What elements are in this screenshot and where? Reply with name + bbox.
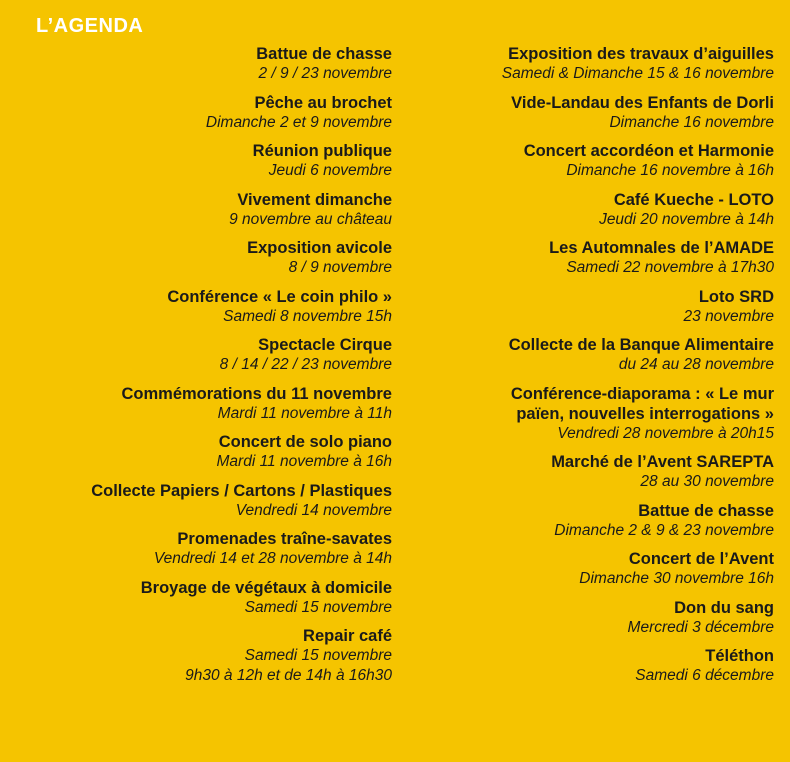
event-title: Exposition des travaux d’aiguilles <box>508 45 774 63</box>
event-title-line2: païen, nouvelles interrogations » <box>516 404 774 423</box>
list-item <box>16 93 392 133</box>
event-title: Collecte de la Banque Alimentaire <box>508 336 774 354</box>
page-title: L’AGENDA <box>36 15 144 37</box>
event-title: Vide-Landau des Enfants de Dorli <box>511 93 774 112</box>
event-title: Promenades traîne-savates <box>177 530 392 548</box>
event-date: Dimanche 2 et 9 novembre <box>205 113 392 131</box>
event-date: 8 / 9 novembre <box>288 259 392 277</box>
event-title: Battue de chasse <box>256 45 392 63</box>
event-title: Don du sang <box>674 598 774 617</box>
event-date-secondary: 9h30 à 12h et de 14h à 16h30 <box>185 666 392 684</box>
event-title: Concert accordéon et Harmonie <box>523 142 774 160</box>
event-title: Exposition avicole <box>247 239 392 257</box>
list-item <box>398 93 774 133</box>
event-title: Collecte Papiers / Cartons / Plastiques <box>91 481 392 500</box>
list-item <box>16 141 392 181</box>
event-date: Dimanche 16 novembre <box>609 113 774 131</box>
event-title: Battue de chasse <box>638 501 774 520</box>
list-item <box>398 44 774 84</box>
list-item <box>398 238 774 278</box>
list-item <box>398 646 774 686</box>
event-date: 8 / 14 / 22 / 23 novembre <box>219 356 392 374</box>
list-item <box>16 238 392 278</box>
event-title: Conférence-diaporama : « Le mur <box>510 384 774 403</box>
list-item <box>16 529 392 569</box>
event-title: Marché de l’Avent SAREPTA <box>551 453 774 472</box>
list-item <box>16 578 392 618</box>
list-item <box>398 141 774 181</box>
list-item <box>398 384 774 444</box>
event-date: Samedi 15 novembre <box>244 598 392 616</box>
event-title: Broyage de végétaux à domicile <box>140 578 392 597</box>
list-item <box>398 335 774 375</box>
event-title: Concert de solo piano <box>218 433 392 451</box>
event-date: Vendredi 14 et 28 novembre à 14h <box>153 550 392 568</box>
list-item <box>398 190 774 230</box>
agenda-column-right <box>398 44 774 695</box>
event-date: Vendredi 14 novembre <box>235 501 392 519</box>
event-title: Repair café <box>303 627 392 645</box>
event-date: 28 au 30 novembre <box>640 473 774 491</box>
list-item <box>398 501 774 541</box>
event-date: Samedi & Dimanche 15 & 16 novembre <box>501 65 774 83</box>
event-title: Conférence « Le coin philo » <box>167 287 392 306</box>
event-date: Dimanche 2 & 9 & 23 novembre <box>554 521 774 539</box>
event-date: Samedi 8 novembre 15h <box>223 307 392 325</box>
event-date: Dimanche 30 novembre 16h <box>579 570 774 588</box>
event-title: Commémorations du 11 novembre <box>121 384 392 403</box>
list-item <box>16 44 392 84</box>
list-item <box>398 452 774 492</box>
event-date: Mardi 11 novembre à 11h <box>217 404 392 422</box>
list-item <box>16 335 392 375</box>
event-date: Jeudi 6 novembre <box>268 162 392 180</box>
event-date: Samedi 6 décembre <box>635 667 774 685</box>
event-title: Réunion publique <box>252 142 392 160</box>
list-item <box>16 481 392 521</box>
event-date: du 24 au 28 novembre <box>618 356 774 374</box>
list-item <box>398 287 774 327</box>
list-item <box>16 384 392 424</box>
event-date: Samedi 15 novembre <box>244 647 392 665</box>
list-item <box>398 549 774 589</box>
agenda-columns <box>16 44 774 695</box>
event-date: 9 novembre au château <box>229 210 392 228</box>
event-date: Samedi 22 novembre à 17h30 <box>566 259 774 277</box>
event-title: Téléthon <box>705 647 774 666</box>
event-title: Spectacle Cirque <box>258 336 392 354</box>
event-title: Vivement dimanche <box>237 190 392 209</box>
list-item <box>16 432 392 472</box>
event-date: Mardi 11 novembre à 16h <box>216 453 392 471</box>
event-title: Concert de l’Avent <box>628 550 774 569</box>
list-item <box>398 598 774 638</box>
event-date: Jeudi 20 novembre à 14h <box>599 210 774 228</box>
event-date: 23 novembre <box>683 307 774 325</box>
event-date: Dimanche 16 novembre à 16h <box>566 162 774 180</box>
list-item <box>16 287 392 327</box>
list-item <box>16 626 392 685</box>
agenda-column-left <box>16 44 392 694</box>
event-title: Pêche au brochet <box>254 93 392 112</box>
event-title: Loto SRD <box>698 287 774 306</box>
event-date: Mercredi 3 décembre <box>627 618 774 636</box>
event-date: 2 / 9 / 23 novembre <box>258 65 392 83</box>
event-title: Les Automnales de l’AMADE <box>549 239 774 257</box>
list-item <box>16 190 392 230</box>
event-title: Café Kueche - LOTO <box>613 190 774 209</box>
event-date: Vendredi 28 novembre à 20h15 <box>557 424 774 442</box>
